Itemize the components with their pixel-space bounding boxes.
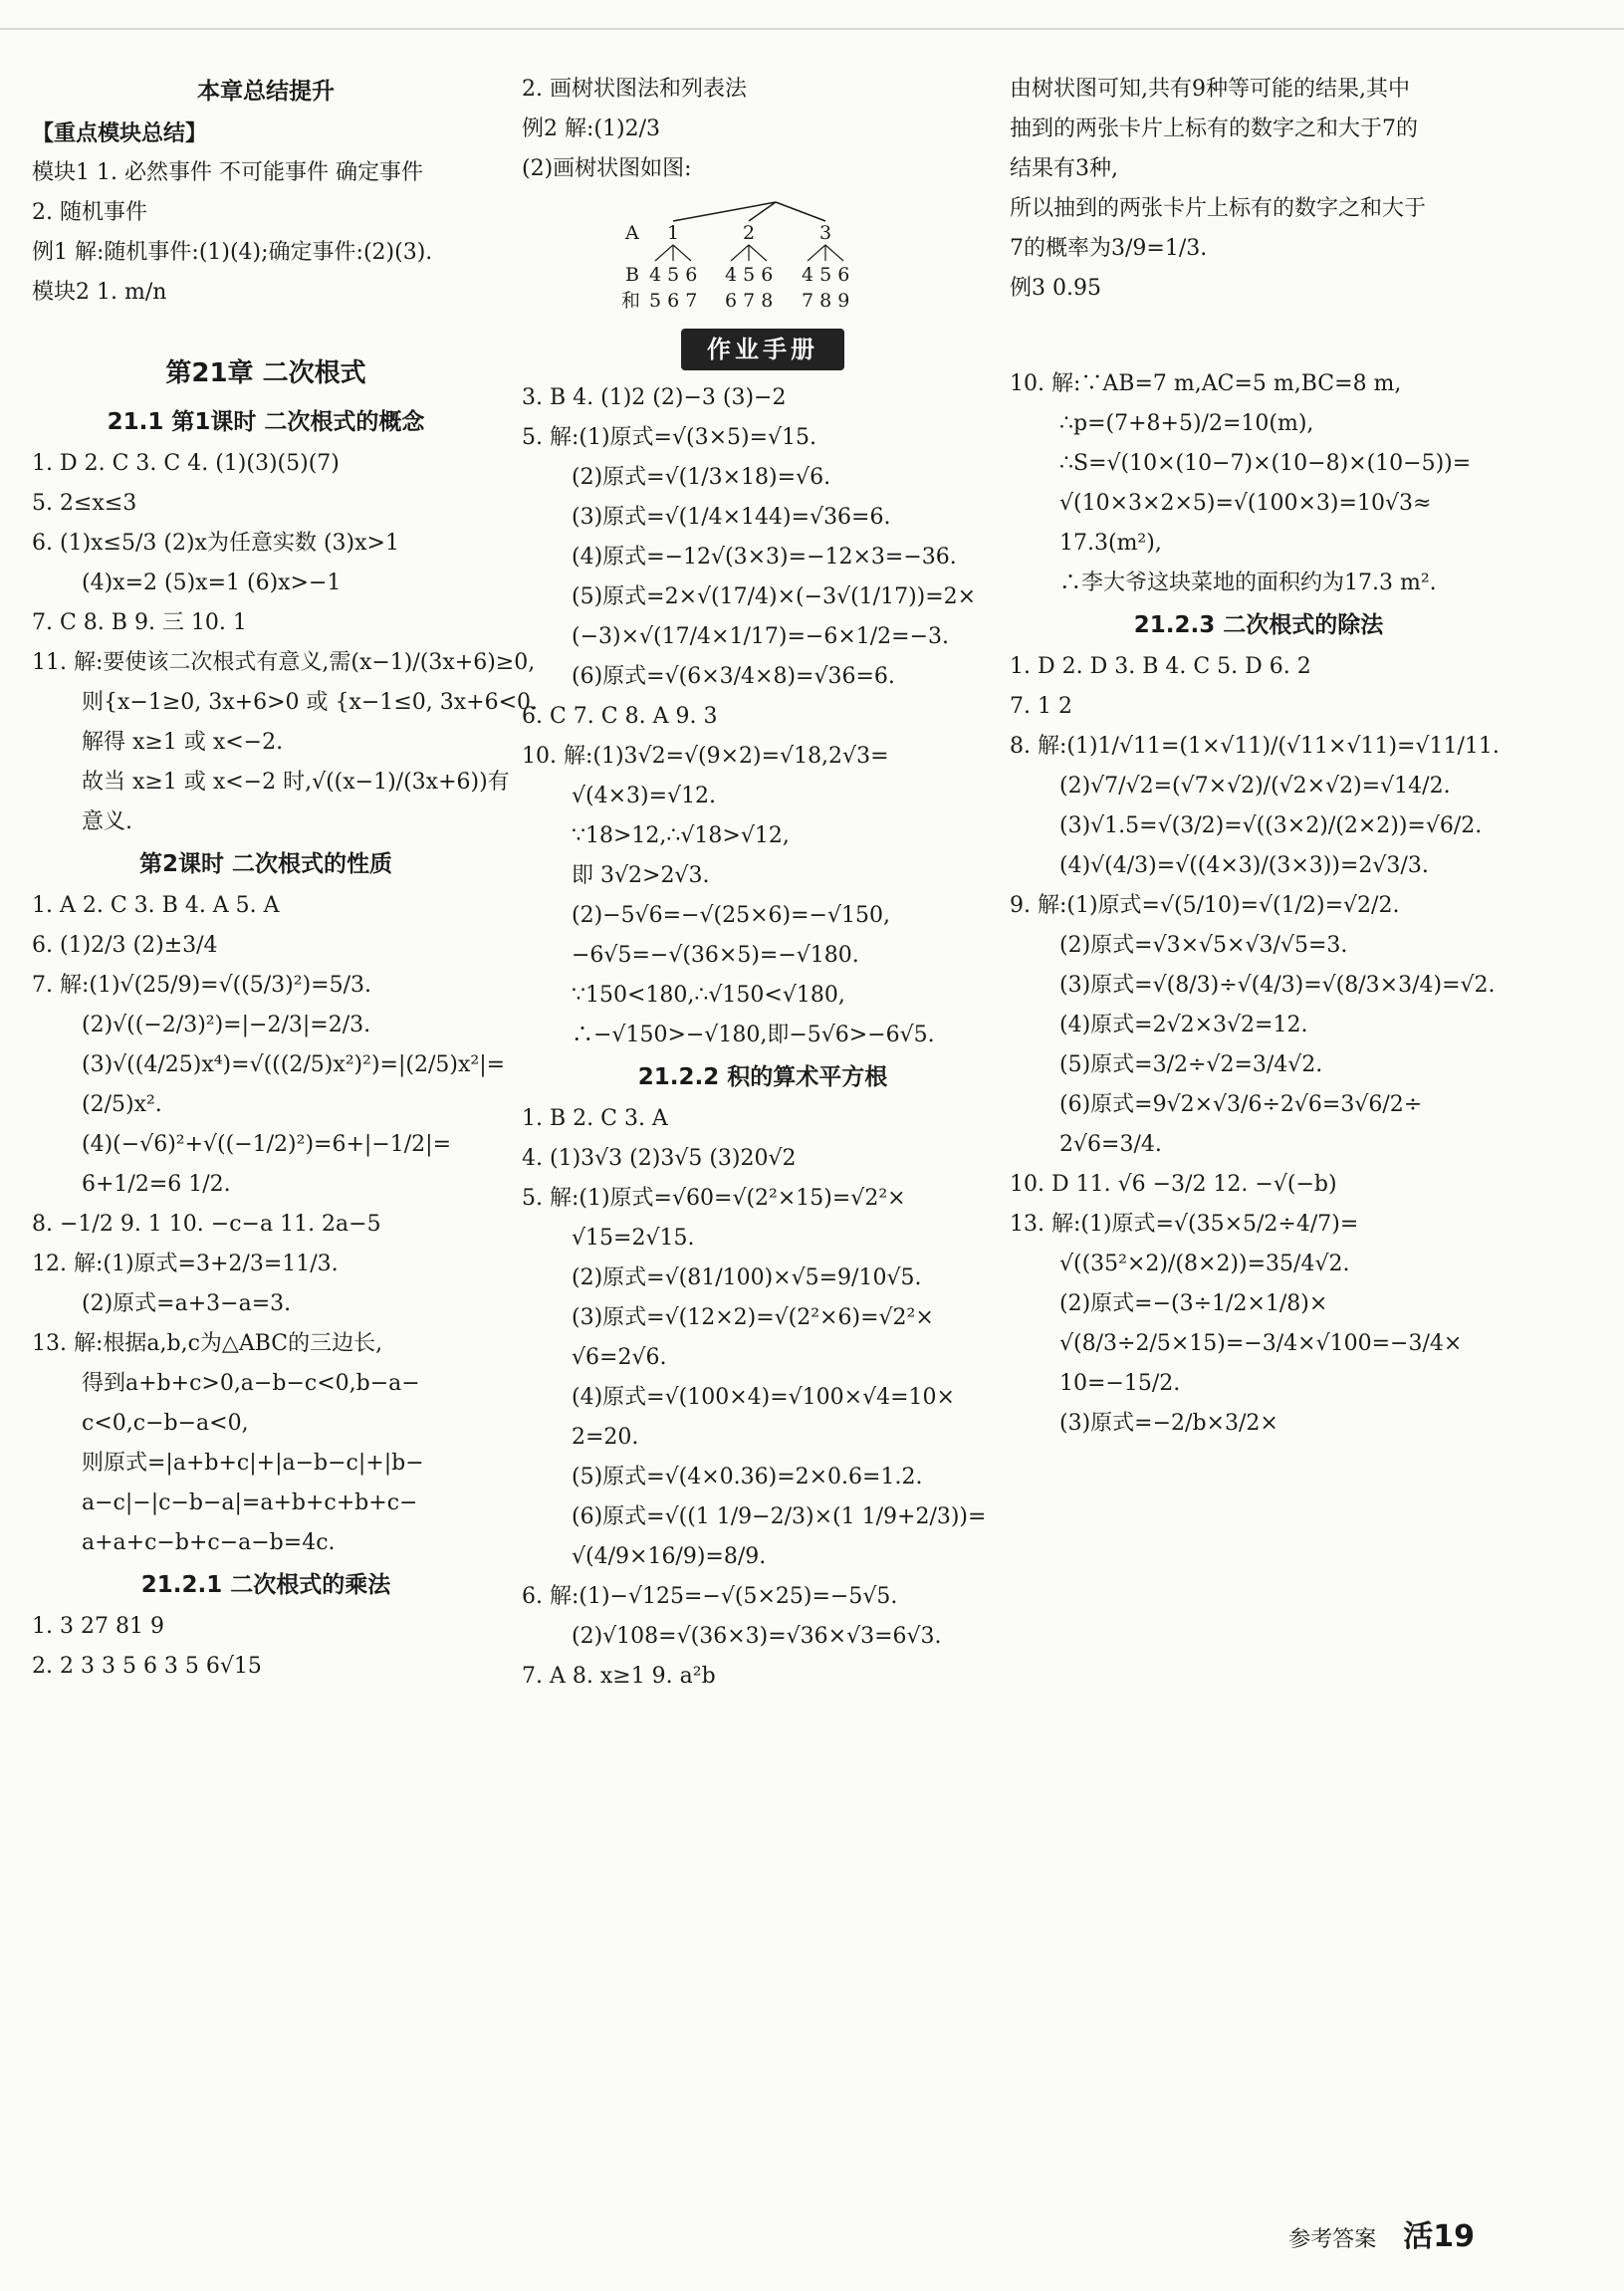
text-line: (2)原式=a+3−a=3. bbox=[82, 1291, 292, 1316]
summary-lines bbox=[32, 153, 500, 313]
text-line: √(4×3)=√12. bbox=[572, 784, 717, 808]
text-line: 得到a+b+c>0,a−b−c<0,b−a− bbox=[82, 1371, 420, 1396]
text-line: 则原式=|a+b+c|+|a−b−c|+|b− bbox=[82, 1451, 424, 1476]
text-line: 5. 2≤x≤3 bbox=[32, 491, 137, 516]
text-line: (2)√7/√2=(√7×√2)/(√2×√2)=√14/2. bbox=[1059, 774, 1451, 799]
text-line: (4)原式=√(100×4)=√100×√4=10× bbox=[572, 1385, 955, 1410]
text-line: 解得 x≥1 或 x<−2. bbox=[82, 730, 284, 755]
text-line: (3)√((4/25)x⁴)=√(((2/5)x²)²)=|(2/5)x²|= bbox=[82, 1052, 506, 1077]
text-line: 即 3√2>2√3. bbox=[572, 863, 710, 888]
page-number: 活19 bbox=[1403, 2219, 1475, 2254]
text-line: 9. 解:(1)原式=√(5/10)=√(1/2)=√2/2. bbox=[1010, 893, 1400, 918]
answer-block bbox=[1010, 70, 1508, 309]
tree-branch bbox=[673, 245, 691, 261]
text-line: (3)原式=√(8/3)÷√(4/3)=√(8/3×3/4)=√2. bbox=[1059, 973, 1496, 998]
text-line: ∵18>12,∴√18>√12, bbox=[572, 823, 790, 848]
text-line: 例2 解:(1)2/3 bbox=[522, 116, 660, 141]
tree-node: 2 bbox=[743, 222, 756, 244]
text-line: ∴S=√(10×(10−7)×(10−8)×(10−5))= bbox=[1059, 451, 1472, 476]
section-label: 【重点模块总结】 bbox=[32, 120, 208, 146]
section-heading: 21.2.1 二次根式的乘法 bbox=[140, 1572, 391, 1598]
answer-block bbox=[32, 1607, 500, 1687]
text-line: 10. 解:∵AB=7 m,AC=5 m,BC=8 m, bbox=[1010, 371, 1402, 396]
text-line: (5)原式=3/2÷√2=3/4√2. bbox=[1059, 1052, 1323, 1077]
text-line: 1. D 2. C 3. C 4. (1)(3)(5)(7) bbox=[32, 451, 340, 476]
text-line: (2)√((−2/3)²)=|−2/3|=2/3. bbox=[82, 1013, 371, 1037]
text-line: 6. C 7. C 8. A 9. 3 bbox=[522, 704, 718, 729]
text-line: 例1 解:随机事件:(1)(4);确定事件:(2)(3). bbox=[32, 240, 433, 265]
text-line: (3)√1.5=√(3/2)=√((3×2)/(2×2))=√6/2. bbox=[1059, 813, 1483, 838]
text-line: 4. (1)3√3 (2)3√5 (3)20√2 bbox=[522, 1146, 797, 1171]
text-line: 7. 1 2 bbox=[1010, 694, 1072, 719]
text-line: 8. −1/2 9. 1 10. −c−a 11. 2a−5 bbox=[32, 1212, 381, 1237]
tree-sums: 5 6 7 bbox=[649, 290, 698, 312]
chapter-summary-title: 本章总结提升 bbox=[197, 79, 335, 105]
text-line: 5. 解:(1)原式=√(3×5)=√15. bbox=[522, 425, 817, 450]
text-line: 8. 解:(1)1/√11=(1×√11)/(√11×√11)=√11/11. bbox=[1010, 734, 1500, 759]
text-line: (2)原式=√3×√5×√3/√5=3. bbox=[1059, 933, 1348, 958]
answer-block bbox=[522, 1099, 1004, 1697]
tree-sums: 6 7 8 bbox=[725, 290, 774, 312]
text-line: (6)原式=√(6×3/4×8)=√36=6. bbox=[572, 664, 895, 689]
text-line: (2)√108=√(36×3)=√36×√3=6√3. bbox=[572, 1624, 942, 1649]
text-line: 1. D 2. D 3. B 4. C 5. D 6. 2 bbox=[1010, 654, 1311, 679]
text-line: 则{x−1≥0, 3x+6>0 或 {x−1≤0, 3x+6<0. bbox=[82, 690, 539, 715]
text-line: √15=2√15. bbox=[572, 1226, 695, 1251]
text-line: ∵150<180,∴√150<√180, bbox=[572, 983, 845, 1008]
text-line: 意义. bbox=[82, 809, 132, 834]
answer-block bbox=[1010, 364, 1508, 603]
tree-node: 3 bbox=[819, 222, 832, 244]
text-line: 17.3(m²), bbox=[1059, 531, 1162, 556]
text-line: 所以抽到的两张卡片上标有的数字之和大于 bbox=[1010, 196, 1427, 221]
tree-label-sum: 和 bbox=[621, 290, 641, 312]
text-line: 3. B 4. (1)2 (2)−3 (3)−2 bbox=[522, 385, 787, 410]
text-line: (2)原式=√(1/3×18)=√6. bbox=[572, 465, 831, 490]
tree-sums: 7 8 9 bbox=[802, 290, 850, 312]
text-line: 抽到的两张卡片上标有的数字之和大于7的 bbox=[1010, 116, 1418, 141]
tree-leaves: 4 5 6 bbox=[725, 264, 774, 286]
text-line: 6+1/2=6 1/2. bbox=[82, 1172, 231, 1197]
text-line: (6)原式=9√2×√3/6÷2√6=3√6/2÷ bbox=[1059, 1092, 1423, 1117]
section-heading: 21.2.3 二次根式的除法 bbox=[1133, 612, 1384, 638]
text-line: 11. 解:要使该二次根式有意义,需(x−1)/(3x+6)≥0, bbox=[32, 650, 536, 675]
answer-block bbox=[32, 444, 539, 842]
text-line: 1. A 2. C 3. B 4. A 5. A bbox=[32, 893, 280, 918]
text-line: 7. 解:(1)√(25/9)=√((5/3)²)=5/3. bbox=[32, 973, 371, 998]
top-rule bbox=[0, 28, 1624, 30]
column-right bbox=[1010, 70, 1508, 1444]
tree-label-a: A bbox=[625, 222, 639, 244]
text-line: 模块2 1. m/n bbox=[32, 280, 167, 305]
text-line: 2. 2 3 3 5 6 3 5 6√15 bbox=[32, 1654, 262, 1679]
text-line: (2/5)x². bbox=[82, 1092, 162, 1117]
footer-label: 参考答案 bbox=[1288, 2227, 1377, 2252]
text-line: 5. 解:(1)原式=√60=√(2²×15)=√2²× bbox=[522, 1186, 906, 1211]
section-heading: 21.2.2 积的算术平方根 bbox=[637, 1064, 888, 1090]
tree-node: 1 bbox=[667, 222, 680, 244]
text-line: 2. 随机事件 bbox=[32, 200, 147, 225]
answer-block bbox=[522, 378, 1004, 1055]
text-line: 2. 画树状图法和列表法 bbox=[522, 77, 747, 102]
tree-branch bbox=[655, 245, 673, 261]
text-line: a−c|−|c−b−a|=a+b+c+b+c− bbox=[82, 1490, 418, 1515]
column-middle bbox=[522, 70, 1004, 1697]
tree-branch bbox=[776, 202, 825, 221]
text-line: 由树状图可知,共有9种等可能的结果,其中 bbox=[1010, 77, 1410, 102]
text-line: c<0,c−b−a<0, bbox=[82, 1411, 249, 1436]
text-line: 6. (1)2/3 (2)±3/4 bbox=[32, 933, 218, 958]
answer-block bbox=[32, 886, 506, 1563]
answer-block bbox=[1010, 647, 1508, 1444]
text-line: 7的概率为3/9=1/3. bbox=[1010, 236, 1208, 261]
text-line: ∴−√150>−√180,即−5√6>−6√5. bbox=[572, 1023, 935, 1047]
text-line: (5)原式=√(4×0.36)=2×0.6=1.2. bbox=[572, 1465, 923, 1489]
text-line: 2=20. bbox=[572, 1425, 639, 1450]
text-line: √6=2√6. bbox=[572, 1345, 667, 1370]
tree-diagram bbox=[621, 197, 920, 317]
chapter-heading: 第21章 二次根式 bbox=[165, 358, 366, 388]
text-line: (4)原式=−12√(3×3)=−12×3=−36. bbox=[572, 545, 957, 570]
tree-leaves: 4 5 6 bbox=[802, 264, 850, 286]
text-line: −6√5=−√(36×5)=−√180. bbox=[572, 943, 859, 968]
text-line: √(8/3÷2/5×15)=−3/4×√100=−3/4× bbox=[1059, 1331, 1463, 1356]
text-line: ∴李大爷这块菜地的面积约为17.3 m². bbox=[1059, 571, 1437, 595]
text-line: 12. 解:(1)原式=3+2/3=11/3. bbox=[32, 1252, 339, 1276]
column-left bbox=[32, 70, 539, 1687]
text-line: 1. 3 27 81 9 bbox=[32, 1614, 164, 1639]
text-line: (4)√(4/3)=√((4×3)/(3×3))=2√3/3. bbox=[1059, 853, 1429, 878]
tree-branch bbox=[749, 245, 767, 261]
text-line: (5)原式=2×√(17/4)×(−3√(1/17))=2× bbox=[572, 584, 977, 609]
text-line: 10. D 11. √6 −3/2 12. −√(−b) bbox=[1010, 1172, 1337, 1197]
text-line: 13. 解:根据a,b,c为△ABC的三边长, bbox=[32, 1331, 383, 1356]
tree-branch bbox=[673, 202, 776, 221]
text-line: 例3 0.95 bbox=[1010, 276, 1101, 301]
text-line: (3)原式=√(12×2)=√(2²×6)=√2²× bbox=[572, 1305, 934, 1330]
text-line: (4)(−√6)²+√((−1/2)²)=6+|−1/2|= bbox=[82, 1132, 452, 1157]
tree-branch bbox=[731, 245, 749, 261]
homework-banner: 作业手册 bbox=[681, 329, 844, 370]
text-line: (−3)×√(17/4×1/17)=−6×1/2=−3. bbox=[572, 624, 950, 649]
text-line: a+a+c−b+c−a−b=4c. bbox=[82, 1530, 336, 1555]
text-line: (2)原式=√(81/100)×√5=9/10√5. bbox=[572, 1265, 922, 1290]
text-line: 10=−15/2. bbox=[1059, 1371, 1181, 1396]
tree-leaves: 4 5 6 bbox=[649, 264, 698, 286]
text-line: 6. 解:(1)−√125=−√(5×25)=−5√5. bbox=[522, 1584, 898, 1609]
section-heading: 21.1 第1课时 二次根式的概念 bbox=[107, 409, 425, 435]
text-line: 7. A 8. x≥1 9. a²b bbox=[522, 1664, 716, 1689]
text-line: (2)画树状图如图: bbox=[522, 156, 692, 181]
text-line: 模块1 1. 必然事件 不可能事件 确定事件 bbox=[32, 160, 423, 185]
text-line: (3)原式=−2/b×3/2× bbox=[1059, 1411, 1278, 1436]
text-line: 10. 解:(1)3√2=√(9×2)=√18,2√3= bbox=[522, 744, 889, 769]
text-line: 13. 解:(1)原式=√(35×5/2÷4/7)= bbox=[1010, 1212, 1359, 1237]
tree-branch bbox=[825, 245, 843, 261]
text-line: √(10×3×2×5)=√(100×3)=10√3≈ bbox=[1059, 491, 1432, 516]
text-line: (3)原式=√(1/4×144)=√36=6. bbox=[572, 505, 891, 530]
text-line: 故当 x≥1 或 x<−2 时,√((x−1)/(3x+6))有 bbox=[82, 770, 510, 795]
text-line: √((35²×2)/(8×2))=35/4√2. bbox=[1059, 1252, 1350, 1276]
tree-label-b: B bbox=[625, 264, 639, 286]
text-line: 2√6=3/4. bbox=[1059, 1132, 1162, 1157]
text-line: (2)原式=−(3÷1/2×1/8)× bbox=[1059, 1291, 1328, 1316]
text-line: (4)x=2 (5)x=1 (6)x>−1 bbox=[82, 571, 342, 595]
page-footer bbox=[1288, 2211, 1475, 2255]
text-line: (4)原式=2√2×3√2=12. bbox=[1059, 1013, 1308, 1037]
text-line: 6. (1)x≤5/3 (2)x为任意实数 (3)x>1 bbox=[32, 531, 399, 556]
section-heading: 第2课时 二次根式的性质 bbox=[138, 851, 392, 877]
text-line: 结果有3种, bbox=[1010, 156, 1118, 181]
text-line: √(4/9×16/9)=8/9. bbox=[572, 1544, 767, 1569]
text-line: ∴p=(7+8+5)/2=10(m), bbox=[1059, 411, 1314, 436]
tree-branch bbox=[808, 245, 825, 261]
text-line: (2)−5√6=−√(25×6)=−√150, bbox=[572, 903, 890, 928]
text-line: 1. B 2. C 3. A bbox=[522, 1106, 668, 1131]
text-line: 7. C 8. B 9. 三 10. 1 bbox=[32, 610, 247, 635]
text-line: (6)原式=√((1 1/9−2/3)×(1 1/9+2/3))= bbox=[572, 1504, 987, 1529]
